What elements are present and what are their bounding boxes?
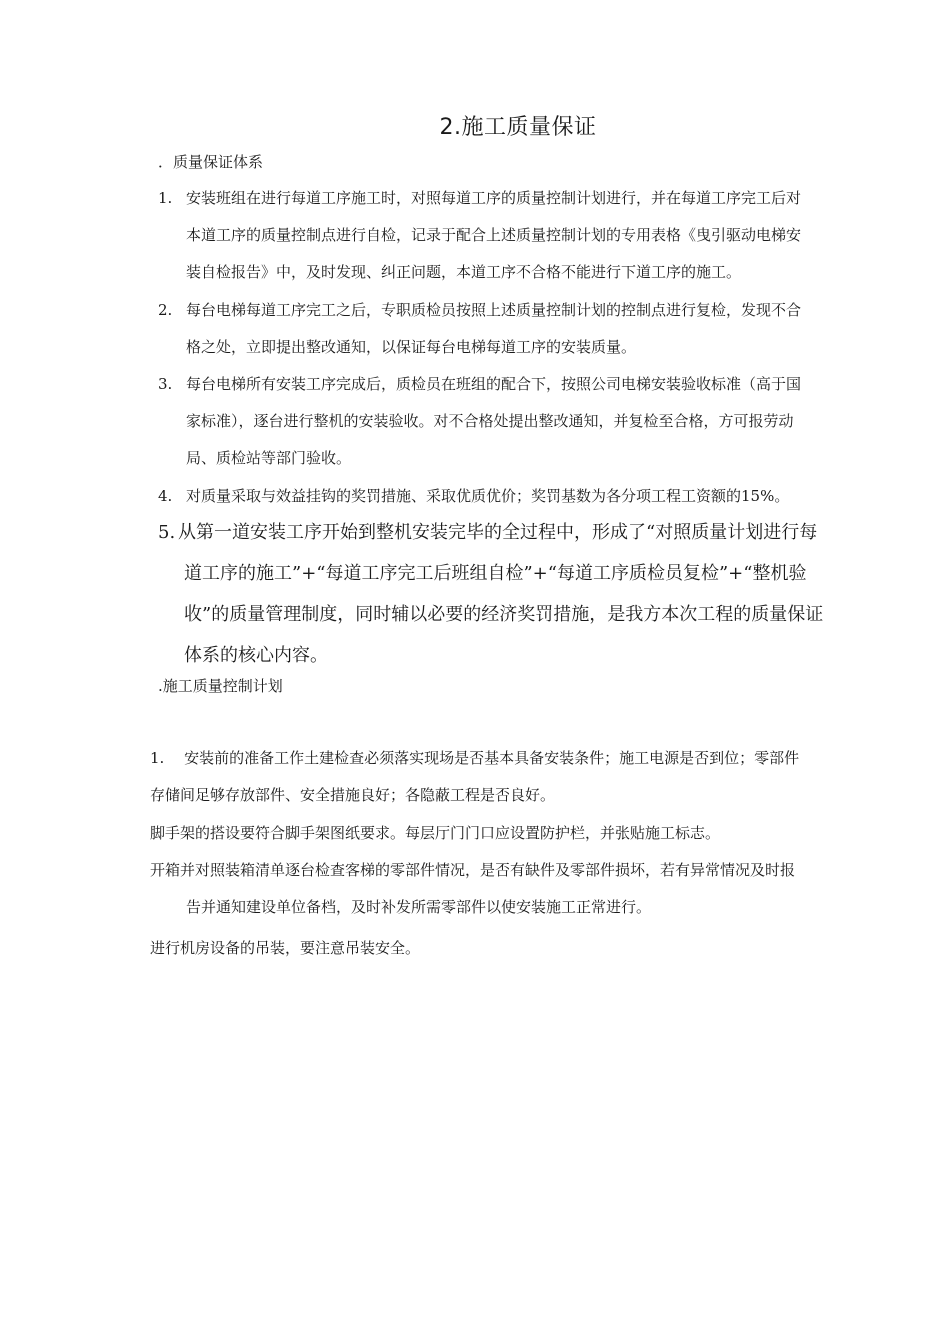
paragraph [150, 815, 720, 852]
list-item [158, 366, 886, 477]
list-item-number: 5. [158, 522, 176, 543]
list-item-text: 格之处，立即提出整改通知，以保证每台电梯每道工序的安装质量。 [186, 338, 637, 356]
list-item-text: 每台电梯每道工序完工之后，专职质检员按照上述质量控制计划的控制点进行复检，发现不合 [186, 301, 802, 319]
list-item-text: 道工序的施工”+“每道工序完工后班组自检”+“每道工序质检员复检”+“整机验 [184, 563, 807, 584]
list-item-text: 安装班组在进行每道工序施工时，对照每道工序的质量控制计划进行，并在每道工序完工后对 [186, 189, 802, 207]
list-item-text: 装自检报告》中，及时发现、纠正问题，本道工序不合格不能进行下道工序的施工。 [186, 263, 742, 281]
list-item-text: 家标准），逐台进行整机的安装验收。对不合格处提出整改通知，并复检至合格，方可报劳动 [186, 412, 794, 430]
list-item-number: 1. [158, 189, 173, 207]
list-item [158, 512, 886, 676]
list-item-text: 本道工序的质量控制点进行自检，记录于配合上述质量控制计划的专用表格《曳引驱动电梯安 [186, 226, 802, 244]
paragraph-text: 进行机房设备的吊装，要注意吊装安全。 [150, 939, 421, 957]
paragraph-text: 1. 安装前的准备工作土建检查必须落实现场是否基本具备安装条件；施工电源是否到位；零部件 [150, 749, 800, 767]
paragraph-text: 告并通知建设单位备档，及时补发所需零部件以使安装施工正常进行。 [186, 898, 652, 916]
section-heading-quality-plan: .施工质量控制计划 [158, 677, 283, 695]
paragraph [150, 852, 795, 926]
list-item-text: 对质量采取与效益挂钩的奖罚措施、采取优质优价；奖罚基数为各分项工程工资额的15%。 [186, 487, 790, 505]
list-item [158, 180, 886, 291]
paragraph-text: 存储间足够存放部件、安全措施良好；各隐蔽工程是否良好。 [150, 786, 556, 804]
list-item-text: 收”的质量管理制度，同时辅以必要的经济奖罚措施，是我方本次工程的质量保证 [184, 604, 824, 625]
paragraph [150, 740, 799, 814]
paragraph-text: 脚手架的搭设要符合脚手架图纸要求。每层厅门门口应设置防护栏，并张贴施工标志。 [150, 824, 721, 842]
paragraph [150, 930, 420, 967]
list-item [158, 292, 886, 366]
list-item-number: 2. [158, 301, 173, 319]
list-item-text: 体系的核心内容。 [184, 645, 328, 666]
paragraph-text: 开箱并对照装箱清单逐台检查客梯的零部件情况，是否有缺件及零部件损坏，若有异常情况及时报 [150, 861, 796, 879]
section-heading-quality-system: ．质量保证体系 [158, 153, 264, 171]
page-title: 2.施工质量保证 [439, 115, 597, 140]
list-item-text: 局、质检站等部门验收。 [186, 449, 352, 467]
list-item [158, 478, 886, 515]
list-item-number: 4. [158, 487, 173, 505]
list-item-text: 从第一道安装工序开始到整机安装完毕的全过程中，形成了“对照质量计划进行每 [178, 522, 818, 543]
list-item-text: 每台电梯所有安装工序完成后，质检员在班组的配合下，按照公司电梯安装验收标准（高于国 [186, 375, 802, 393]
list-item-number: 3. [158, 375, 173, 393]
